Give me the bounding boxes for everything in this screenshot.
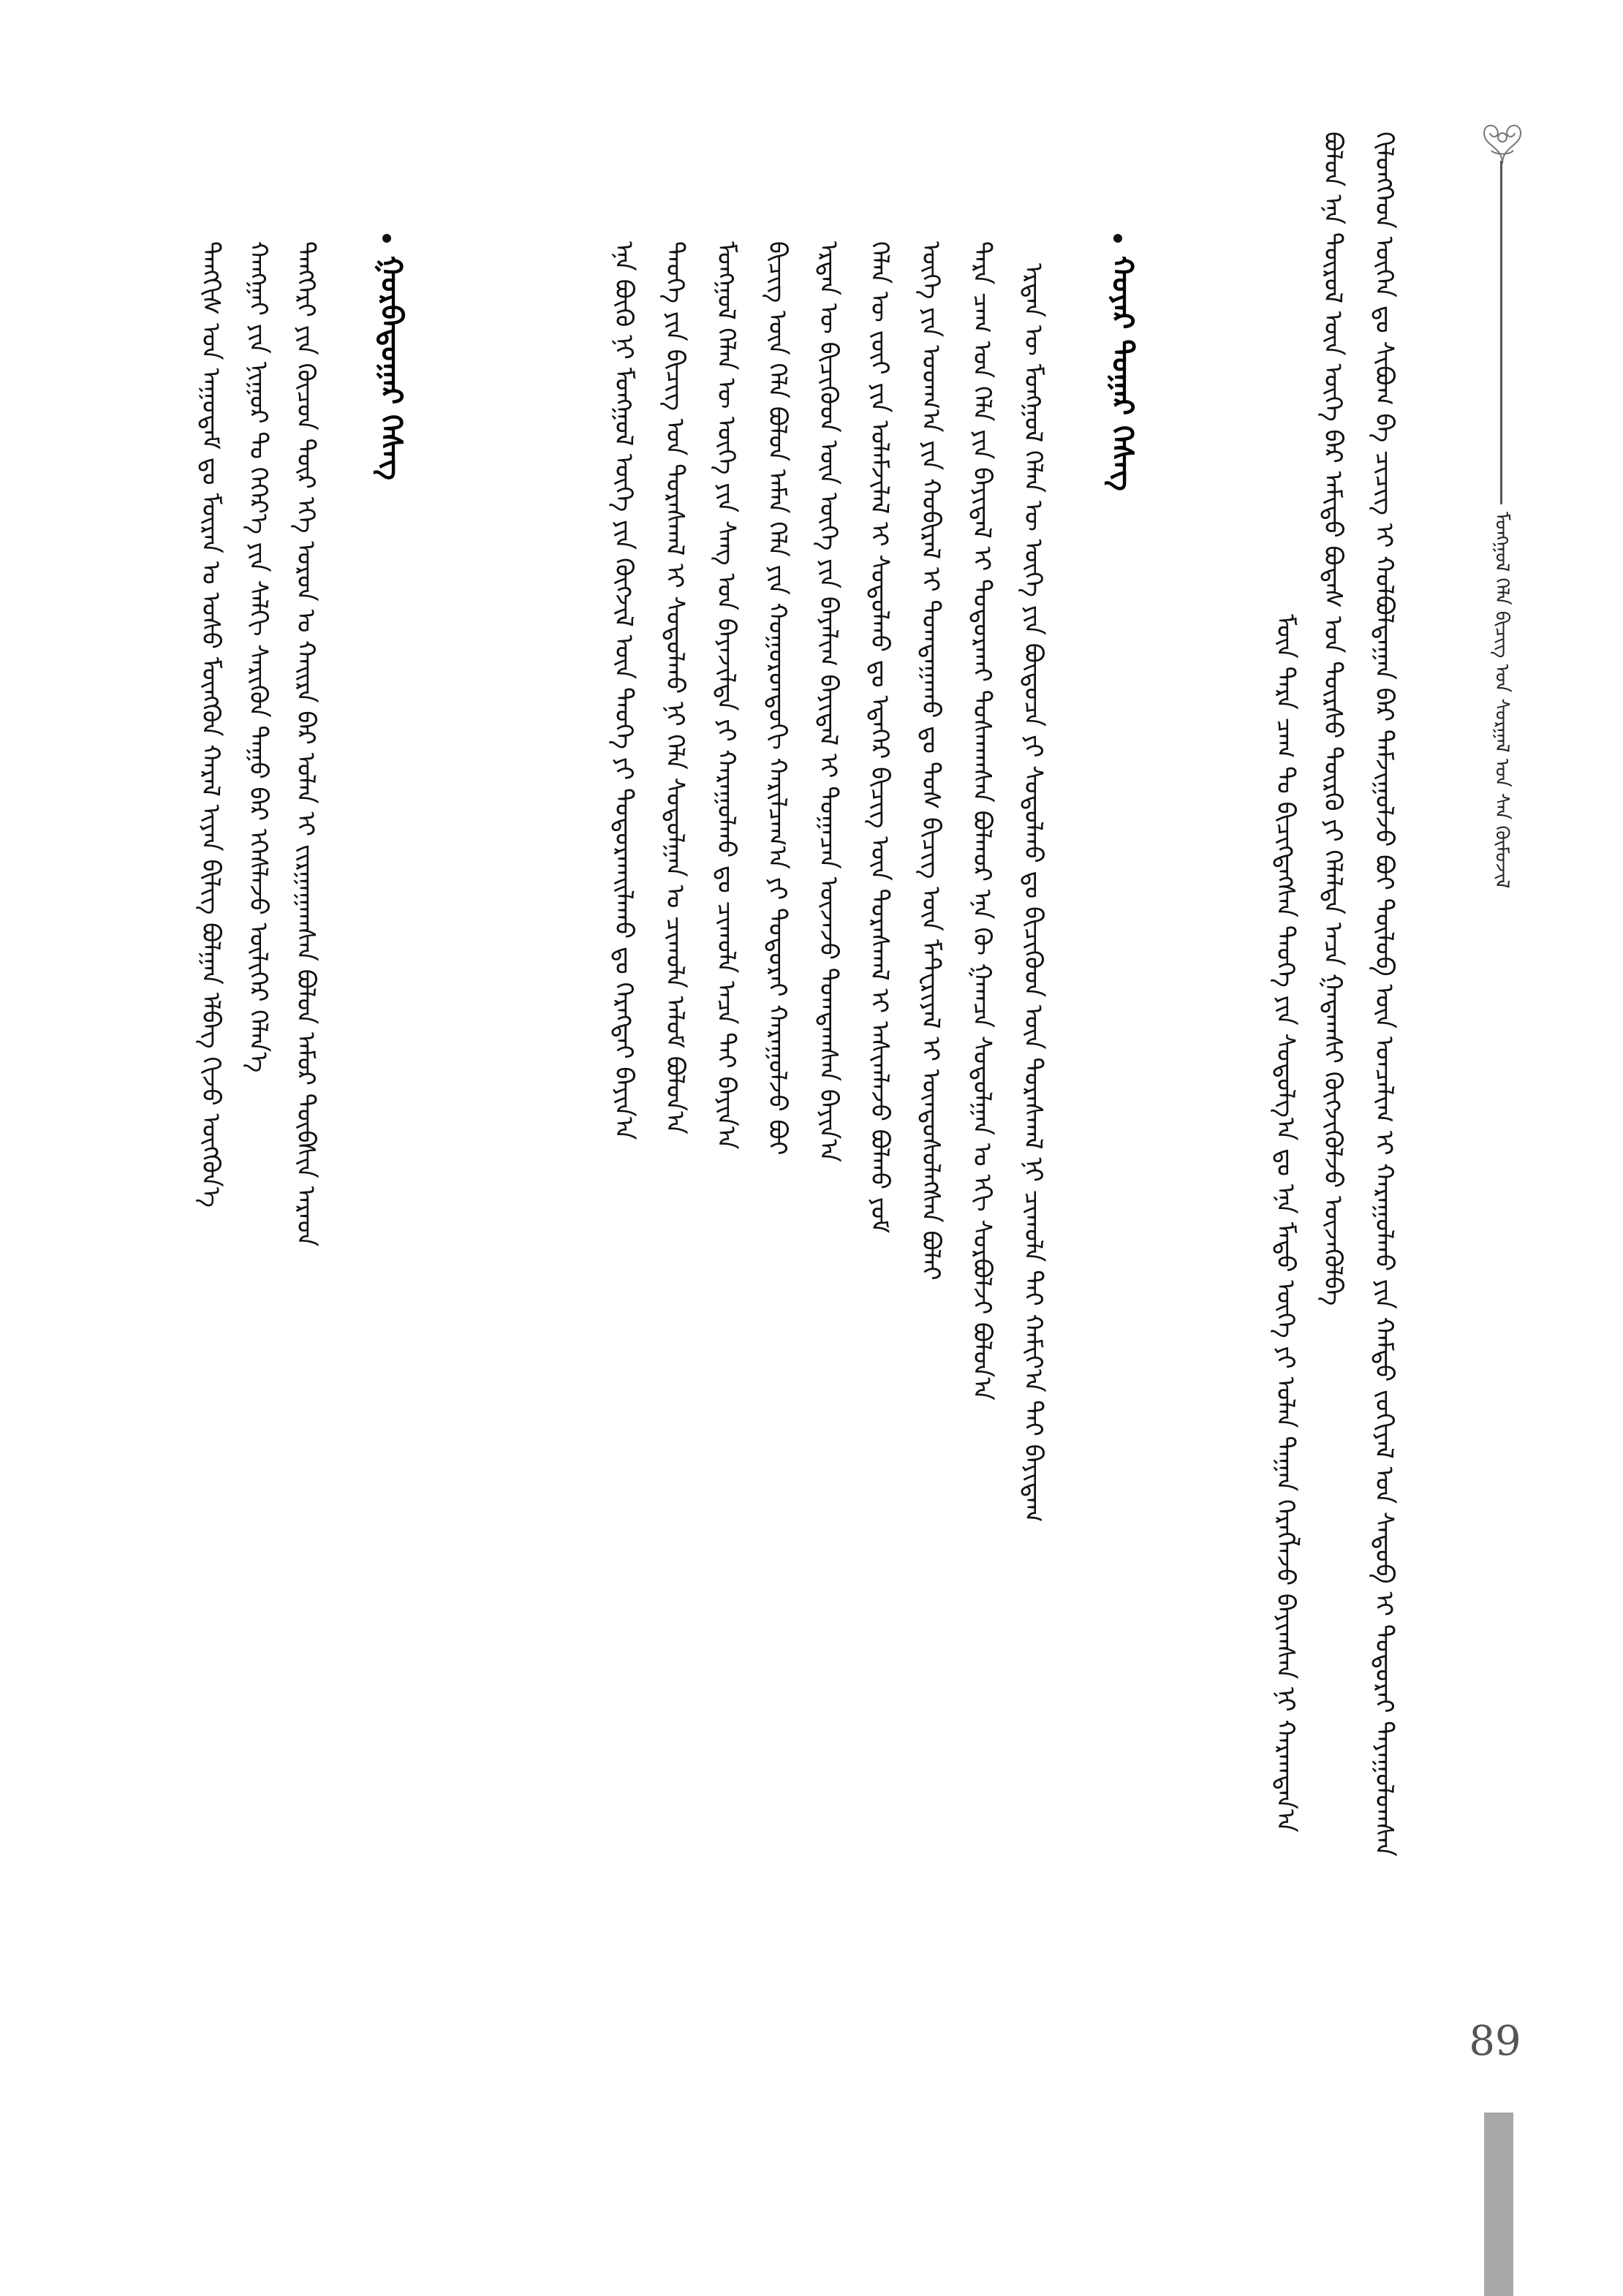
section-heading: ᠬᠣᠶᠠᠷ ᠳᠤᠭᠠᠷ ᠬᠡᠰᠡᠭ: [1105, 256, 1139, 491]
text-line: ᠬᠡᠯᠡᠨ ᠦ ᠵᠦᠢ ᠶᠢᠨ ᠤᠯᠠᠮᠵᠢᠯᠠᠯ ᠢ ᠰᠤᠳᠤᠯᠬᠤ ᠳᠤ ᠡᠳᠡᠭᠡᠷ ᠪᠢᠴᠢᠭ ᠦᠨ ᠳᠤᠷᠠᠰᠬᠠᠯ ᠢ ᠠᠰᠢᠭᠯᠠᠵᠤ ᠪᠣᠯᠬᠤ ᠶᠤᠮ: [865, 241, 894, 1234]
text-line: ᠡᠨᠡ ᠪᠦᠬᠦ ᠨᠢ ᠮᠣᠩᠭᠣᠯ ᠦᠭᠡ ᠶᠢᠨ ᠬᠥᠭᠵᠢᠯ ᠦᠨ ᠲᠡᠦᠬᠡ ᠶᠢ ᠲᠣᠳᠣᠷᠬᠠᠢᠯᠠᠬᠤ ᠳᠤ ᠬᠡᠷᠡᠭᠲᠡᠢ ᠪᠠᠶᠢᠨ᠎ᠠ: [609, 241, 638, 1140]
heading-bullet: [382, 234, 391, 243]
text-line: ᠪᠤᠯᠤᠨ ᠡᠨᠡ ᠲᠥᠷᠥᠯ ᠦᠨ ᠦᠭᠡ ᠪᠠᠷ ᠠᠮᠢᠳᠤ ᠪᠣᠳᠠᠰ ᠤᠨ ᠳᠦᠷᠰᠦ ᠲᠥᠷᠬᠦ ᠶᠢ ᠬᠡᠯᠡᠯᠲᠡ ᠠᠴᠠ ᠭᠠᠳᠠᠭᠰᠢ ᠬᠥᠭᠵᠢᠭᠦᠯᠵᠦ ᠦᠵᠡᠭᠦᠯᠪᠡ: [1318, 132, 1347, 1306]
text-line: ᠮᠣᠩᠭᠣᠯ ᠬᠡᠯᠡᠨ ᠦ ᠦᠭᠡ ᠶᠢᠨ ᠰᠠᠩ ᠤᠨ ᠪᠠᠶᠠᠵᠢᠯᠲᠠ ᠶᠢ ᠬᠠᠷᠠᠭᠤᠯᠬᠤ ᠳᠤ ᠴᠢᠬᠤᠯᠠ ᠠᠴᠠ ᠲᠠᠢ ᠪᠠᠶᠢᠨ᠎ᠠ: [711, 241, 741, 1150]
text-line: ᠡᠷᠲᠡᠨ ᠦ ᠪᠢᠴᠢᠭᠦᠳ ᠦᠨ ᠦᠭᠡ ᠶᠢᠨ ᠪᠠᠶᠠᠯᠢᠭ ᠪᠠᠶᠢᠳᠠᠯ ᠢ ᠲᠣᠭᠠᠴᠠᠨ ᠦᠵᠡᠵᠦ ᠲᠣᠭᠲᠠᠭᠰᠠᠨ ᠪᠠᠶᠢᠨ᠎ᠠ: [814, 241, 843, 1162]
poem-line: ᠲᠡᠩᠭᠡᠷᠢ ᠶᠢᠨ ᠬᠦᠴᠦᠨ ᠳᠦᠷ ᠡᠬᠡ ᠣᠷᠣᠨ ᠤ ᠬᠠᠢᠷᠠ ᠪᠠᠷ ᠣᠯᠠᠨ ᠢ ᠵᠢᠷᠭᠠᠭᠠᠭᠰᠠᠨ ᠪᠣᠯᠤᠨ ᠠᠮᠤᠷ ᠲᠦᠪᠰᠢᠨ ᠠᠷᠠᠳ: [291, 241, 320, 1247]
heading-bullet: [1113, 234, 1122, 243]
poem-line: ᠬᠠᠩᠭᠠᠢ ᠶᠢᠨ ᠨᠢᠭᠤᠷ ᠲᠤ ᠬᠡᠭᠡᠷ᠎ᠡ ᠶᠢᠨ ᠰᠠᠯᠬᠢ ᠰᠡᠷᠢᠭᠦᠨ ᠳᠠᠭᠤ ᠪᠠᠷ ᠡᠭᠡᠰᠯᠡᠵᠦ ᠦᠯᠢᠭᠡᠷ ᠬᠡᠯᠡᠨ᠎ᠡ: [243, 241, 273, 1073]
flourish-ornament-icon: [1469, 117, 1535, 168]
text-line: ᠬᠢᠯᠦᠩᠭᠡᠳ ᠦᠭᠡᠨ ᠳᠣ ᠰᠢᠪᠤᠭ ᠪᠡ ᠴᠢᠴᠢᠭ ᠢ ᠬᠣᠯᠪᠣᠯᠳᠠᠭᠠᠨ ᠪᠡᠷ ᠳᠠᠮᠵᠢᠭᠤᠯᠵᠤ ᠪᠤᠢ ᠲᠥᠯᠦᠪ ᠦᠨ ᠣᠨᠴᠠᠯᠢᠭ ᠢ ᠬᠠᠷᠠᠭᠤᠯᠬᠤ ᠶᠢᠨ ᠬᠠᠮᠲᠤ ᠵᠣᠬᠢᠶᠠᠯ ᠤᠨ ᠰᠡᠳᠦᠪ ᠢ ᠲᠣᠳᠣᠷᠠᠢ ᠳᠠᠶᠠᠭᠤᠯᠤᠭᠰᠠᠨ: [1369, 132, 1399, 1857]
text-line: ᠲᠡᠦᠬᠡ ᠶᠢᠨ ᠪᠢᠴᠢᠭ ᠤᠨ ᠳᠤᠷᠠᠰᠬᠠᠯ ᠢ ᠰᠤᠳᠤᠯᠬᠤ ᠨᠢ ᠬᠡᠯᠡ ᠰᠤᠳᠤᠯᠭᠠᠨ ᠤ ᠴᠢᠬᠤᠯᠠ ᠠᠯᠤᠮ ᠪᠣᠯᠤᠨ᠎ᠠ: [660, 241, 689, 1134]
section-heading: ᠭᠤᠷᠪᠠᠳᠤᠭᠠᠷ ᠬᠡᠰᠡᠭ: [374, 256, 408, 480]
text-line: ᠦᠭᠡ ᠶᠢᠨ ᠤᠳᠬ᠎ᠠ ᠶᠢᠨ ᠬᠤᠪᠢᠷᠠᠯ ᠢ ᠲᠣᠭᠲᠠᠭᠠᠬᠤ ᠳᠤ ᠲᠤᠰ ᠪᠢᠴᠢᠭ ᠦᠨ ᠮᠠᠲᠧᠷᠢᠶᠠᠯ ᠢ ᠦᠨᠳᠦᠰᠦᠯᠡᠭᠰᠡᠨ ᠪᠣᠯᠠᠢ: [916, 241, 945, 1281]
running-title: ᠮᠣᠩᠭᠣᠯ ᠬᠡᠯᠡ ᠪᠢᠴᠢᠭ ᠤᠨ ᠰᠤᠷᠭᠠᠯ ᠤᠨ ᠰᠠᠨ ᠬᠥᠮᠦᠵᠢᠯ: [1491, 512, 1513, 889]
text-line: ᠪᠢᠴᠢᠭ ᠦᠨ ᠬᠡᠯᠡ ᠪᠣᠯᠤᠨ ᠠᠮᠠᠨ ᠬᠡᠯᠡ ᠶᠢᠨ ᠬᠣᠭᠣᠷᠣᠨᠳᠤᠬᠢ ᠬᠠᠷᠢᠯᠴᠠᠭ᠎ᠠ ᠶᠢ ᠲᠣᠳᠣᠷᠠᠢ ᠬᠠᠷᠠᠭᠤᠯᠵᠤ ᠪᠤᠢ: [763, 241, 792, 1156]
text-line: ᠲᠡᠷᠡ ᠴᠠᠭ ᠤᠨ ᠬᠡᠯᠡ ᠶᠢᠨ ᠪᠠᠶᠢᠳᠠᠯ ᠢ ᠲᠣᠳᠣᠷᠬᠠᠢ ᠲᠤᠰᠬᠠᠭᠰᠠᠨ ᠪᠣᠯᠬᠣᠷ ᠡᠨᠡ ᠬᠦ ᠭᠠᠭᠴᠠ ᠰᠤᠳᠤᠯᠭᠠᠨ ᠤ ᠡᠬᠢ ᠰᠤᠷᠪᠤᠯᠵᠢ ᠪᠣᠯᠤᠨ᠎ᠠ: [967, 241, 996, 1401]
text-line: ᠮᠥᠨ ᠲᠡᠷᠡ ᠴᠠᠭ ᠲᠤ ᠪᠢᠴᠢᠭᠳᠡᠭᠰᠡᠨ ᠲᠡᠦᠬᠡ ᠶᠢᠨ ᠰᠤᠳᠤᠯᠭ᠎ᠠ ᠳᠤ ᠡᠨᠡ ᠮᠡᠲᠦ ᠦᠭᠡ ᠶᠢ ᠣᠯᠠᠨ ᠳᠠᠭᠠᠨ ᠬᠡᠷᠡᠭᠯᠡᠵᠦ ᠪᠠᠶᠢᠭᠰᠠᠨ ᠨᠢ ᠬᠠᠷᠠᠭᠳᠠᠨ᠎ᠠ: [1271, 614, 1300, 1833]
edge-tab-marker: [1484, 2113, 1513, 2296]
text-line: ᠡᠷᠲᠡᠨ ᠦ ᠮᠣᠩᠭᠣᠯ ᠬᠡᠯᠡᠨ ᠦ ᠦᠭᠡ ᠶᠢᠨ ᠪᠦᠲᠦᠴᠡ ᠶᠢ ᠰᠤᠳᠤᠯᠬᠤ ᠳᠤ ᠪᠢᠴᠢᠭᠦᠳ ᠦᠨ ᠳᠤᠷᠠᠰᠬᠠᠯ ᠨᠢ ᠴᠢᠬᠤᠯᠠ ᠲᠡᠢ ᠬᠠᠮᠢᠶ᠎ᠠ ᠲᠠᠶ ᠪᠠᠶᠢᠳᠠᠭ: [1018, 263, 1048, 1523]
page-number: 89: [1469, 2017, 1521, 2065]
poem-line: ᠲᠡᠩᠭᠢᠰ ᠤᠨ ᠠᠭᠤᠳᠠᠮ ᠳᠤ ᠮᠥᠷᠡᠨ ᠤ ᠤᠰᠤ ᠮᠥᠩᠭᠦᠨ ᠬᠠᠷᠠᠯ ᠢᠶᠠᠨ ᠪᠢᠯᠢᠭ ᠪᠣᠯᠭᠠᠨ ᠡᠯᠪᠡᠭ ᠬᠢᠵᠦ ᠦᠭᠭᠦᠨ᠎ᠡ: [196, 241, 225, 1208]
header-rule: [1500, 161, 1502, 504]
